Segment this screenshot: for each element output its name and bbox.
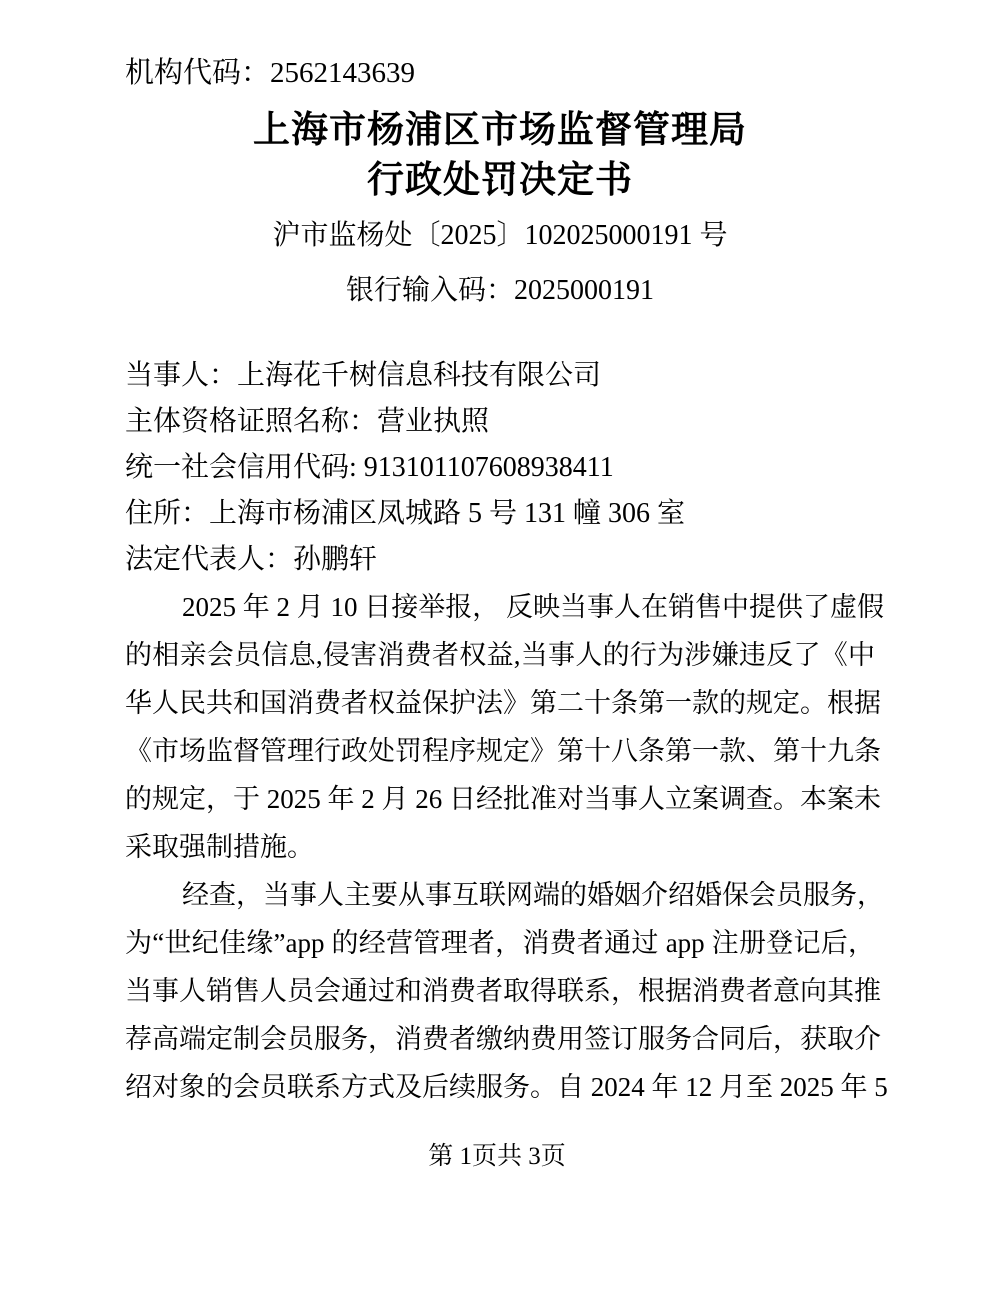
body-text-line: 经查，当事人主要从事互联网端的婚姻介绍婚保会员服务， [182,880,884,910]
document-title-line2: 行政处罚决定书 [367,160,633,201]
body-text-line: 《市场监督管理行政处罚程序规定》第十八条第一款、第十九条 [125,736,881,766]
document-body [125,583,888,1111]
document-title-block [125,106,875,206]
party-info-line: 统一社会信用代码: 913101107608938411 [125,452,614,483]
party-info-line: 当事人：上海花千树信息科技有限公司 [125,360,602,391]
org-code-line: 机构代码：2562143639 [125,57,416,89]
party-info-line: 主体资格证照名称：营业执照 [125,406,490,437]
body-text-line: 的相亲会员信息,侵害消费者权益,当事人的行为涉嫌违反了《中 [125,640,875,670]
body-text-line: 荐高端定制会员服务，消费者缴纳费用签订服务合同后，获取介 [125,1024,881,1054]
body-text-line: 为“世纪佳缘”app 的经营管理者，消费者通过 app 注册登记后， [125,928,875,958]
body-text-line: 当事人销售人员会通过和消费者取得联系，根据消费者意向其推 [125,976,881,1006]
party-info-line: 住所：上海市杨浦区凤城路 5 号 131 幢 306 室 [125,498,686,529]
body-text-line: 2025 年 2 月 10 日接举报， 反映当事人在销售中提供了虚假 [182,592,884,622]
page-number: 第 1页共 3页 [428,1143,566,1170]
document-number: 沪市监杨处〔2025〕102025000191 号 [272,220,728,251]
bank-input-code-line: 银行输入码：2025000191 [345,275,654,306]
party-info-line: 法定代表人：孙鹏轩 [125,544,378,575]
document-title-line1: 上海市杨浦区市场监督管理局 [253,110,747,151]
body-text-line: 华人民共和国消费者权益保护法》第二十条第一款的规定。根据 [125,688,881,718]
party-info-section [125,353,875,583]
body-text-line: 绍对象的会员联系方式及后续服务。自 2024 年 12 月至 2025 年 5 [125,1072,888,1102]
body-text-line: 的规定，于 2025 年 2 月 26 日经批准对当事人立案调查。本案未 [125,784,881,814]
body-text-line: 采取强制措施。 [125,832,314,862]
